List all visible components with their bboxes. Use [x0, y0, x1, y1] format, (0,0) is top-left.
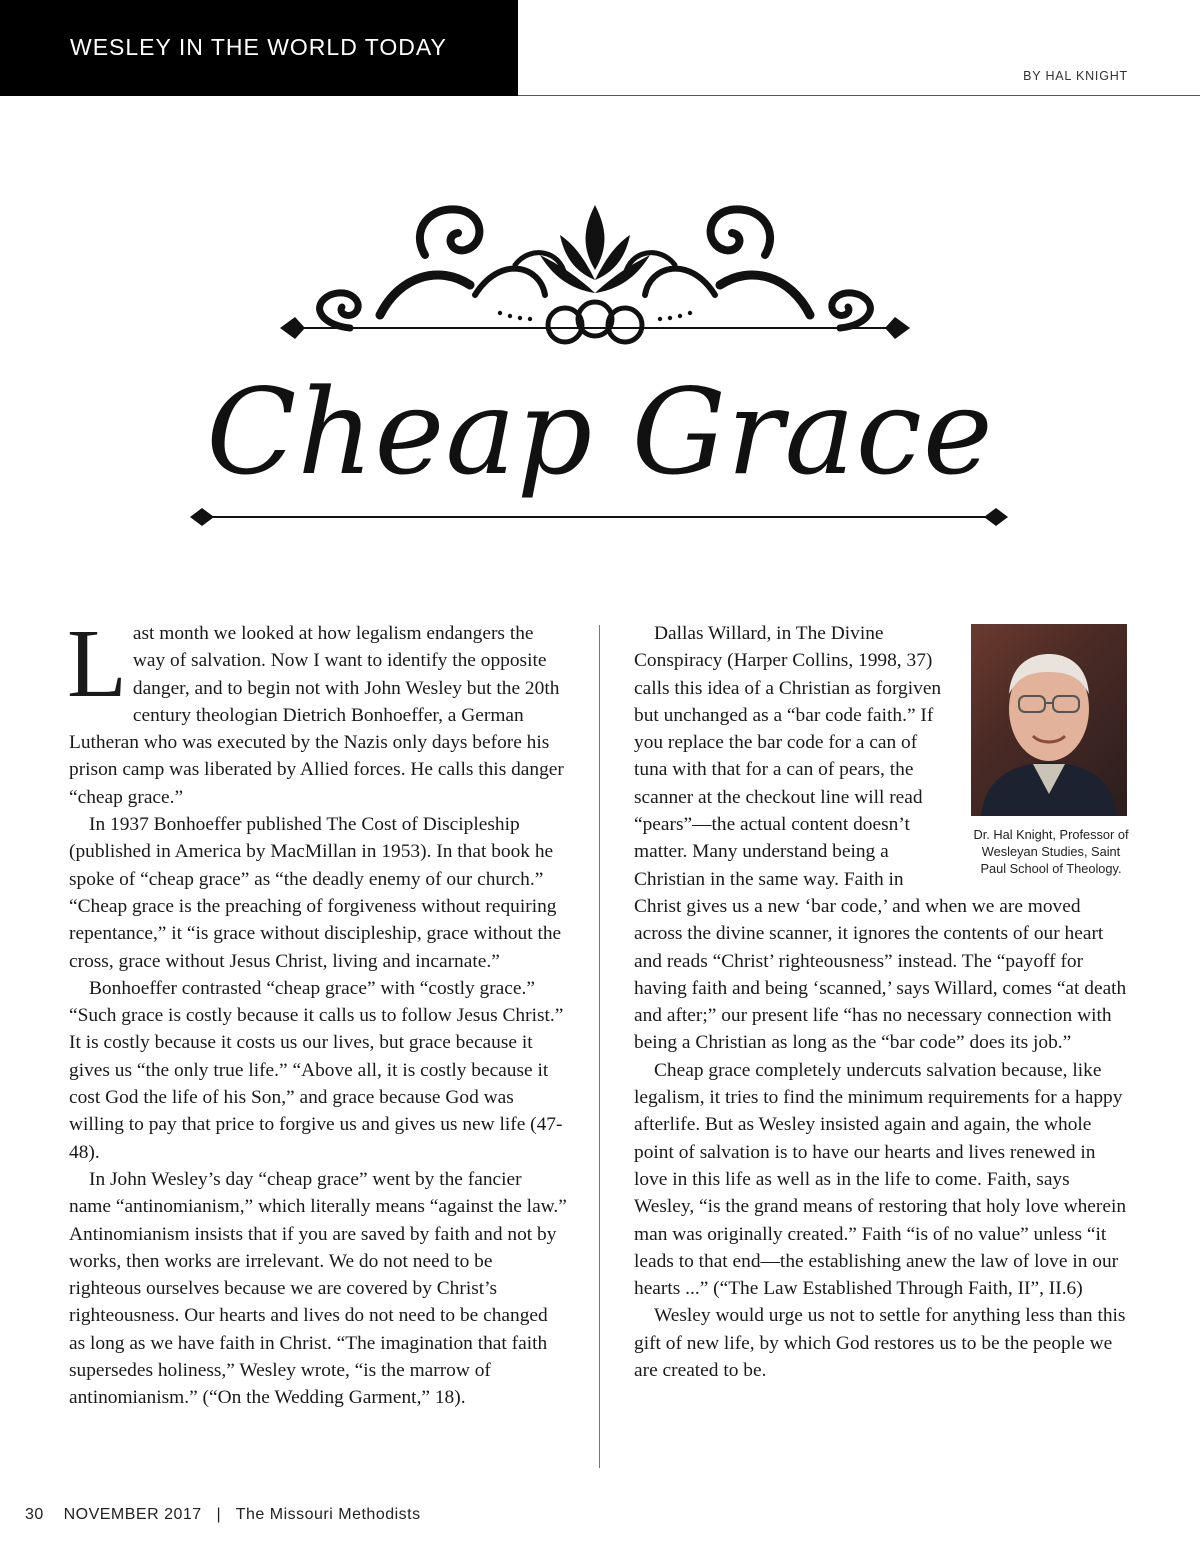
- author-photo: [971, 624, 1127, 816]
- page-footer: [25, 1506, 421, 1524]
- paragraph: Wesley would urge us not to settle for anything less than this gift of new life, by which God restores us to be the people we are created to be.: [634, 1305, 1126, 1382]
- issue-date: NOVEMBER 2017: [63, 1506, 202, 1523]
- left-column: [67, 610, 567, 1412]
- publication-name: The Missouri Methodists: [235, 1506, 421, 1523]
- article-title: Cheap Grace: [206, 363, 994, 501]
- paragraph: In John Wesley’s day “cheap grace” went by the fancier name “antinomianism,” which literally means “against the law.” Antinomianism insists that if you are saved by faith and not by works, then works are irrelevant. We do not need to be righteous ourselves because we are covered by Christ’s righteousness. Our hearts and lives do not need to be changed as long as we have faith in Christ. “The imagination that faith supersedes holiness,” Wesley wrote, “is the marrow of antinomianism.” (“On the Wedding Garment,” 18).: [69, 1168, 567, 1409]
- author-photo-block: [971, 624, 1131, 877]
- drop-cap: L: [67, 610, 127, 718]
- paragraph: Last month we looked at how legalism endangers the way of salvation. Now I want to identify the opposite danger, and to begin not with John Wesley but the 20th century theologian Dietrich Bonhoeffer, a German Lutheran who was executed by the Nazis only days before his prison camp was liberated by Allied forces. He calls this danger “cheap grace.”: [67, 610, 564, 808]
- photo-caption: Dr. Hal Knight, Professor of Wesleyan Studies, Saint Paul School of Theology.: [973, 827, 1129, 876]
- header-rule: [518, 95, 1200, 96]
- title-underline-ornament: [188, 505, 1010, 529]
- paragraph: Cheap grace completely undercuts salvation because, like legalism, it tries to find the minimum requirements for a happy afterlife. But as Wesley insisted again and again, the whole point of salvation is to have our hearts and lives renewed in love in this life as well as in the life to come. Faith, says Wesley, “is the grand means of restoring that holy love wherein man was originally created.” Faith “is of no value” unless “it leads to that end—the establishing anew the law of love in our hearts ...” (“The Law Established Through Faith, II”, II.6): [634, 1059, 1127, 1300]
- page-number: 30: [25, 1506, 44, 1523]
- section-title: WESLEY IN THE WORLD TODAY: [70, 34, 447, 60]
- flourish-ornament-icon: [260, 195, 930, 360]
- paragraph: Bonhoeffer contrasted “cheap grace” with “costly grace.” “Such grace is costly because it calls us to follow Jesus Christ.” It is costly because it costs us our lives, but grace because it gives us “the only true life.” “Above all, it is costly because it cost God the life of his Son,” and grace because God was willing to pay that price to forgive us and gives us new life (47-48).: [69, 977, 564, 1163]
- column-divider: [599, 625, 600, 1468]
- footer-separator: |: [216, 1506, 222, 1523]
- right-column: [634, 620, 1131, 1384]
- byline: BY HAL KNIGHT: [1023, 69, 1128, 83]
- paragraph: Dallas Willard, in The Divine Conspiracy (Harper Collins, 1998, 37) calls this idea of a Christian as forgiven but unchanged as a “bar code faith.” If you replace the bar code for a can of tuna with that for a can of pears, the scanner at the checkout line will read “pears”—the actual content doesn’t matter. Many understand being a Christian in the same way. Faith in Christ gives us a new ‘bar code,’ and when we are moved across the divine scanner, it ignores the contents of our heart and reads “Christ’ righteousness” instead. The “payoff for having faith and being ‘scanned,’ says Willard, comes “at death and after;” our present life “has no necessary connection with being a Christian as long as the “bar code” does its job.”: [634, 623, 1127, 1054]
- paragraph: In 1937 Bonhoeffer published The Cost of Discipleship (published in America by MacMillan in 1953). In that book he spoke of “cheap grace” as “the deadly enemy of our church.” “Cheap grace is the preaching of forgiveness without requiring repentance,” it “is grace without discipleship, grace without the cross, grace without Jesus Christ, living and incarnate.”: [69, 814, 562, 972]
